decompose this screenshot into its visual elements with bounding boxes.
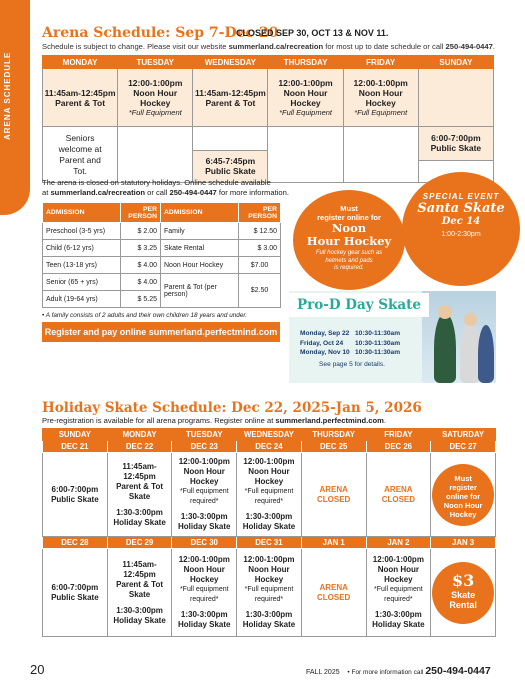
arena-closed-cell: ARENA CLOSED	[301, 453, 366, 537]
schedule-cell	[118, 127, 193, 183]
schedule-cell	[418, 69, 493, 127]
phone-number: 250-494-0447	[169, 188, 217, 197]
arena-closed-cell: ARENA CLOSED	[366, 453, 431, 537]
date-cell: DEC 25	[301, 441, 366, 453]
register-online-banner[interactable]: Register and pay online summerland.perfectmind.com	[42, 322, 280, 342]
per-person-header: PER PERSON	[121, 203, 161, 223]
holiday-cell: 12:00-1:00pm Noon Hour Hockey *Full equipment required* 1:30-3:00pm Holiday Skate	[172, 549, 237, 637]
santa-skate-circle: SPECIAL EVENT Santa Skate Dec 14 1:00-2:30pm	[402, 172, 520, 286]
date-cell: DEC 23	[172, 441, 237, 453]
schedule-cell	[268, 127, 343, 183]
schedule-cell	[343, 127, 418, 183]
date-cell: DEC 22	[107, 441, 172, 453]
day-header: TUESDAY	[172, 429, 237, 441]
arena-schedule-title: Arena Schedule: Sep 7-Dec 20	[42, 25, 279, 41]
holiday-cell	[431, 453, 496, 537]
website-link[interactable]: summerland.ca/recreation	[50, 188, 145, 197]
must-register-badge: Must register online for Noon Hour Hockey	[432, 464, 494, 526]
schedule-note: Schedule is subject to change. Please visit our website summerland.ca/recreation for most up to date schedule or call 250-494-0447.	[42, 42, 495, 51]
skate-rental-badge: $3 Skate Rental	[432, 562, 494, 624]
schedule-cell: 6:45-7:45pm Public Skate	[193, 127, 268, 183]
per-person-header: PER PERSON	[239, 203, 281, 223]
schedule-cell: 12:00-1:00pm Noon Hour Hockey *Full Equipment	[118, 69, 193, 127]
date-cell: DEC 21	[43, 441, 108, 453]
date-cell: DEC 26	[366, 441, 431, 453]
arena-schedule-table	[42, 55, 494, 183]
day-header: THURSDAY	[268, 56, 343, 69]
holiday-cell: 12:00-1:00pm Noon Hour Hockey *Full equipment required* 1:30-3:00pm Holiday Skate	[366, 549, 431, 637]
statutory-holiday-note: The arena is closed on statutory holidays. Online schedule available at summerland.ca/recreation or call 250-494-0447 for more information.	[42, 178, 289, 197]
pro-d-day-panel	[289, 291, 496, 383]
holiday-cell: 12:00-1:00pm Noon Hour Hockey *Full equipment required* 1:30-3:00pm Holiday Skate	[172, 453, 237, 537]
arena-closed-cell: ARENA CLOSED	[301, 549, 366, 637]
date-cell: DEC 29	[107, 537, 172, 549]
holiday-schedule-title: Holiday Skate Schedule: Dec 22, 2025-Jan 5, 2026	[42, 400, 422, 416]
day-header: TUESDAY	[118, 56, 193, 69]
pre-registration-note: Pre-registration is available for all arena programs. Register online at summerland.perfectmind.com.	[42, 416, 386, 425]
pro-d-row: Monday, Nov 10 10:30-11:30am	[300, 349, 401, 356]
day-header: SUNDAY	[43, 429, 108, 441]
date-cell: DEC 30	[172, 537, 237, 549]
table-row: Senior (65 + yrs) $ 4.00 Parent & Tot (per person) $2.50	[43, 274, 281, 291]
schedule-cell: Seniors welcome at Parent and Tot.	[43, 127, 118, 183]
side-tab-label: ARENA SCHEDULE	[3, 51, 12, 140]
side-tab	[0, 0, 30, 215]
footer-info: FALL 2025 • For more information call 250-494-0447	[306, 665, 491, 677]
date-cell: DEC 28	[43, 537, 108, 549]
holiday-cell: 11:45am- 12:45pm Parent & Tot Skate 1:30-3:00pm Holiday Skate	[107, 549, 172, 637]
holiday-schedule-table	[42, 428, 496, 637]
day-header: SATURDAY	[431, 429, 496, 441]
table-row: Preschool (3-5 yrs) $ 2.00 Family $ 12.50	[43, 223, 281, 240]
closed-dates: CLOSED SEP 30, OCT 13 & NOV 11.	[236, 28, 389, 38]
day-header: THURSDAY	[301, 429, 366, 441]
admission-header: ADMISSION	[161, 203, 239, 223]
holiday-cell: 11:45am- 12:45pm Parent & Tot Skate 1:30-3:00pm Holiday Skate	[107, 453, 172, 537]
admission-header: ADMISSION	[43, 203, 121, 223]
date-cell: DEC 24	[237, 441, 302, 453]
schedule-cell: 11:45am-12:45pm Parent & Tot	[193, 69, 268, 127]
admission-table	[42, 202, 281, 308]
family-note: • A family consists of 2 adults and their own children 18 years and under.	[42, 312, 248, 319]
schedule-cell: 11:45am-12:45pm Parent & Tot	[43, 69, 118, 127]
holiday-cell: 12:00-1:00pm Noon Hour Hockey *Full equipment required* 1:30-3:00pm Holiday Skate	[237, 549, 302, 637]
table-row: Child (6-12 yrs) $ 3.25 Skate Rental $ 3.00	[43, 240, 281, 257]
website-link[interactable]: summerland.perfectmind.com	[275, 416, 384, 425]
website-link[interactable]: summerland.ca/recreation	[228, 42, 324, 51]
table-row: Teen (13-18 yrs) $ 4.00 Noon Hour Hockey $7.00	[43, 257, 281, 274]
pro-d-day-title: Pro-D Day Skate	[297, 297, 421, 313]
day-header: SUNDAY	[418, 56, 493, 69]
day-header: MONDAY	[43, 56, 118, 69]
noon-hockey-circle: Must register online for Noon Hour Hockey Full hockey gear such as helmets and pads is required.	[293, 190, 405, 290]
day-header: FRIDAY	[366, 429, 431, 441]
schedule-cell: 6:00-7:00pm Public Skate	[418, 127, 493, 183]
day-header: FRIDAY	[343, 56, 418, 69]
see-page-note: See page 5 for details.	[319, 361, 385, 368]
holiday-cell: 6:00-7:00pm Public Skate	[43, 549, 108, 637]
day-header: MONDAY	[107, 429, 172, 441]
schedule-cell: 12:00-1:00pm Noon Hour Hockey *Full Equipment	[268, 69, 343, 127]
date-cell: JAN 3	[431, 537, 496, 549]
date-cell: JAN 1	[301, 537, 366, 549]
day-header: WEDNESDAY	[193, 56, 268, 69]
holiday-cell	[431, 549, 496, 637]
holiday-cell: 12:00-1:00pm Noon Hour Hockey *Full equipment required* 1:30-3:00pm Holiday Skate	[237, 453, 302, 537]
skating-kids-photo	[422, 291, 496, 383]
page-number: 20	[30, 662, 45, 677]
pro-d-row: Monday, Sep 22 10:30-11:30am	[300, 330, 401, 337]
pro-d-row: Friday, Oct 24 10:30-11:30am	[300, 339, 401, 347]
date-cell: DEC 31	[237, 537, 302, 549]
schedule-cell: 12:00-1:00pm Noon Hour Hockey *Full Equipment	[343, 69, 418, 127]
phone-number: 250-494-0447	[425, 665, 491, 677]
phone-number: 250-494-0447	[445, 42, 493, 51]
table-row: Adult (19-64 yrs) $ 5.25	[43, 291, 281, 308]
date-cell: JAN 2	[366, 537, 431, 549]
day-header: WEDNESDAY	[237, 429, 302, 441]
holiday-cell: 6:00-7:00pm Public Skate	[43, 453, 108, 537]
date-cell: DEC 27	[431, 441, 496, 453]
